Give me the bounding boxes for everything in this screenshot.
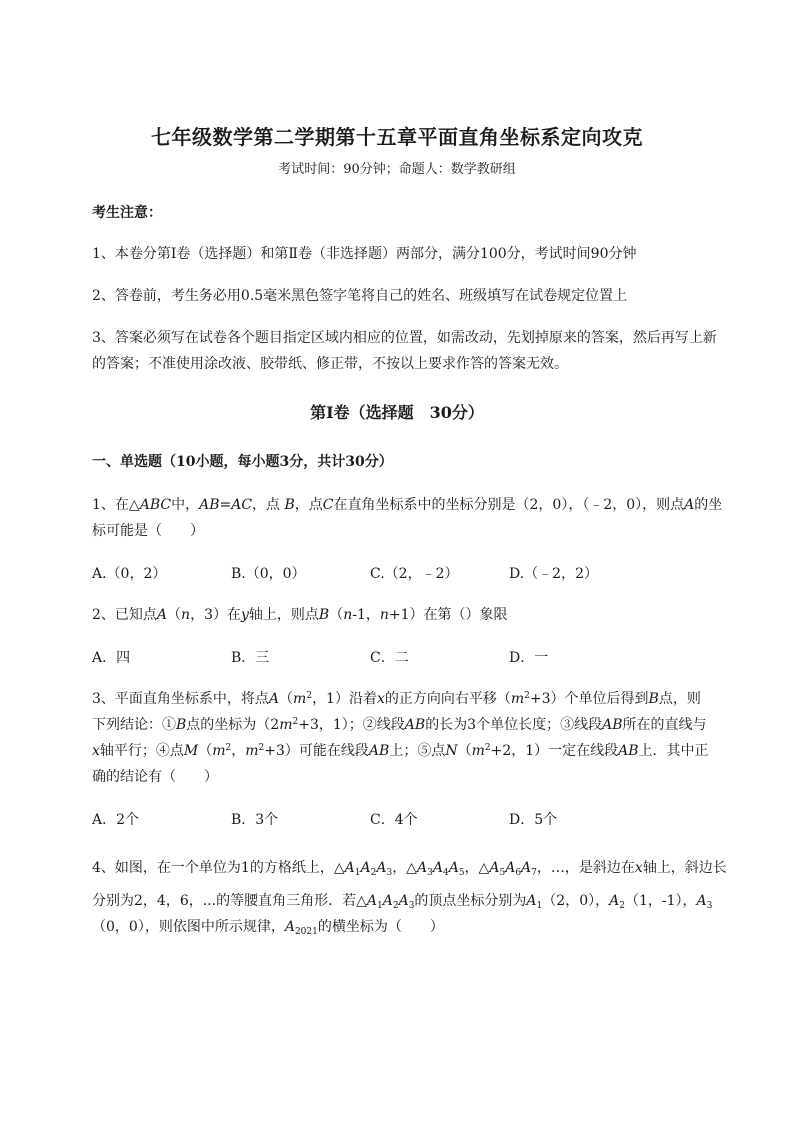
question-3-line-2: 下列结论：①B点的坐标为（$2m^2+3$，1）；②线段AB的长为3个单位长度；③线段AB所在的直线与 [92,717,707,733]
question-3-line-4: 确的结论有（ ） [92,769,218,785]
notes-heading: 考生注意： [92,205,162,221]
note-item: 1、本卷分第I卷（选择题）和第Ⅱ卷（非选择题）两部分，满分100分，考试时间90分钟 [92,246,637,262]
exam-info: 考试时间：90分钟；命题人：数学教研组 [278,162,516,177]
option-b[interactable]: B．3个 [231,812,279,828]
option-b[interactable]: B．三 [231,650,270,666]
page-title: 七年级数学第二学期第十五章平面直角坐标系定向攻克 [151,125,643,149]
part-heading: 一、单选题（10小题，每小题3分，共计30分） [92,454,393,470]
question-4-line-2: 分别为2，4，6，...的等腰直角三角形．若$\triangle A_1A_2A_3$的顶点坐标分别为$A_1(2$，0），$A_2(1$，-1），$A_3$ [92,893,713,911]
option-a[interactable]: A．2个 [92,812,140,828]
note-item: 的答案；不准使用涂改液、胶带纸、修正带，不按以上要求作答的答案无效。 [92,356,568,372]
option-a[interactable]: A.（0，2） [92,566,167,582]
question-1-line-2: 标可能是（ ） [92,523,204,539]
option-c[interactable]: C．二 [370,650,409,666]
question-1-line-1: 1、在△ABC中，AB=AC，点 B，点C在直角坐标系中的坐标分别是（2，0），（﹣2，0），则点A的坐 [92,497,723,513]
question-3-line-1: 3、平面直角坐标系中，将点$A(m^2$，1）沿着x的正方向向右平移$(m^2+3)$个单位后得到B点，则 [92,691,701,707]
question-2-line-1: 2、已知点A（n，3）在y轴上，则点B（n-1，n+1）在第（）象限 [92,607,508,623]
question-3-line-3: x轴平行；④点$M(m^2$，$m^2+3$）可能在线段AB上；⑤点$N(m^2+2$，1）一定在线段AB上．其中正 [92,743,709,759]
section-title: 第I卷（选择题 30分） [310,403,484,422]
note-item: 2、答卷前，考生务必用0.5毫米黑色签字笔将自己的姓名、班级填写在试卷规定位置上 [92,288,628,304]
question-4-line-3: （0，0），则依图中所示规律，$A_{2021}$的横坐标为（ ） [92,919,444,937]
note-item: 3、答案必须写在试卷各个题目指定区域内相应的位置，如需改动，先划掉原来的答案，然后再写上新 [92,330,717,346]
option-d[interactable]: D.（﹣2，2） [509,566,598,582]
option-d[interactable]: D．一 [509,650,549,666]
option-b[interactable]: B.（0，0） [231,566,306,582]
option-c[interactable]: C.（2，﹣2） [370,566,459,582]
option-c[interactable]: C．4个 [370,812,418,828]
option-a[interactable]: A．四 [92,650,131,666]
question-4-line-1: 4、如图，在一个单位为1的方格纸上，$\triangle A_1A_2A_3$，$\triangle A_3A_4A_5$，$\triangle A_5A_6A_7$，…，是斜边在x轴上，斜边长 [92,860,727,878]
option-d[interactable]: D．5个 [509,812,558,828]
